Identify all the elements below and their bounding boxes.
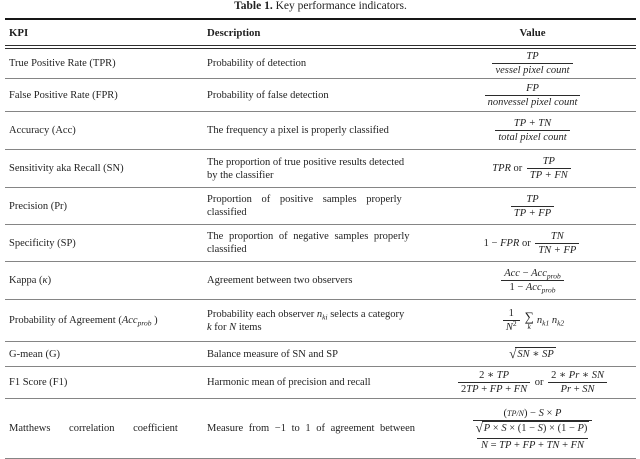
math-var: Pr [560, 384, 572, 395]
math-text: classified [207, 244, 247, 255]
math-text: Probability of false detection [207, 89, 329, 101]
math-text: The proportion of negative samples properly [207, 231, 410, 242]
math-text: × [490, 422, 502, 434]
math-text: Accuracy (Acc) [9, 125, 76, 136]
math-text: 1 [508, 308, 514, 319]
math-var: SN [591, 370, 604, 381]
text-line [207, 57, 429, 70]
math-text: 1 − [483, 237, 501, 249]
table-row [5, 399, 636, 459]
description-cell [207, 89, 429, 102]
numerator [548, 369, 607, 382]
table-caption-text: Key performance indicators. [272, 0, 407, 12]
math-text: + [571, 384, 583, 395]
numerator [503, 307, 520, 320]
radical-sign: √ [509, 346, 517, 361]
denominator [535, 243, 579, 257]
text-line [207, 169, 429, 182]
math-superscript: 2 [512, 319, 517, 328]
math-inline-fraction: TP/N [507, 408, 524, 418]
text-line [207, 193, 429, 206]
fraction [527, 155, 571, 182]
math-text: Matthews correlation coefficient [9, 423, 178, 434]
math-text: + [535, 439, 547, 451]
math-var: TP + FN [529, 170, 568, 181]
math-var: TN [546, 439, 560, 451]
denominator [503, 320, 520, 334]
fraction [503, 307, 520, 334]
denominator [458, 382, 530, 396]
text-line [9, 57, 207, 70]
math-var: N [480, 439, 488, 451]
text-line [509, 193, 556, 220]
kpi-cell [5, 376, 207, 389]
math-var: nonvessel pixel count [487, 96, 578, 108]
summation [525, 310, 534, 331]
math-text: Probability each observer [207, 308, 317, 320]
math-subscript: k1 [542, 318, 550, 328]
math-var: n [536, 314, 543, 326]
math-var: TN + FP [538, 244, 577, 256]
math-text: = [487, 439, 500, 451]
kpi-cell [5, 57, 207, 70]
text-line [9, 89, 207, 102]
math-var: Acc [504, 268, 520, 279]
math-text: selects a category [327, 308, 405, 320]
math-var: S [538, 407, 544, 419]
math-text: Specificity (SP) [9, 237, 76, 249]
math-text: Probability of detection [207, 58, 307, 69]
text-line [484, 230, 582, 257]
fraction [473, 407, 593, 435]
math-var: Acc [531, 268, 547, 279]
text-line [499, 267, 566, 294]
kpi-cell [5, 89, 207, 102]
fraction [485, 82, 581, 109]
math-var: P [577, 422, 584, 434]
denominator [511, 206, 554, 220]
math-text: 2 ∗ [479, 370, 497, 381]
kpi-cell [5, 237, 207, 250]
math-text: G-mean (G) [9, 348, 61, 360]
math-text: classified [207, 207, 247, 218]
description-cell [207, 230, 429, 256]
kpi-cell [5, 422, 207, 435]
math-var: N [505, 322, 513, 333]
numerator [458, 369, 530, 382]
text-line [207, 243, 429, 256]
math-var: FP [522, 439, 536, 451]
math-subscript: ki [322, 312, 328, 321]
math-text: ∗ [579, 370, 592, 381]
denominator [495, 130, 569, 144]
math-text: ) [47, 275, 52, 286]
square-root [509, 347, 555, 361]
fraction [501, 267, 564, 294]
value-cell [429, 82, 636, 109]
text-line [9, 422, 207, 435]
math-subscript: prob [137, 318, 152, 328]
math-var: N [229, 321, 237, 333]
math-text: by the classifier [207, 169, 274, 181]
description-cell [207, 274, 429, 287]
math-text: or [510, 162, 525, 174]
table-caption [5, 0, 636, 16]
text-line [509, 347, 555, 361]
numerator [501, 267, 564, 280]
math-text: Kappa ( [9, 275, 43, 286]
text-line [9, 124, 207, 137]
table-row [5, 112, 636, 150]
denominator [501, 280, 564, 294]
text-line [456, 369, 609, 396]
numerator [511, 193, 554, 206]
math-text: + [502, 384, 514, 395]
value-cell [429, 230, 636, 257]
numerator [535, 230, 579, 243]
text-line [9, 162, 207, 175]
text-line [9, 376, 207, 389]
math-text: ( [503, 407, 508, 419]
value-cell [429, 193, 636, 220]
table-caption-line [5, 0, 636, 14]
math-var: Acc [525, 282, 542, 293]
math-text: Probability of Agreement ( [9, 315, 122, 326]
table-row [5, 150, 636, 188]
table-row [5, 49, 636, 79]
table-row [5, 188, 636, 225]
math-text: The frequency a pixel is properly classified [207, 125, 389, 136]
math-var: TP [526, 193, 539, 205]
radicand [482, 421, 590, 435]
numerator [492, 50, 572, 63]
denominator [485, 95, 581, 109]
text-line [477, 438, 588, 451]
math-var: FPR [500, 237, 520, 249]
table-header-row [5, 20, 636, 45]
kpi-cell [5, 162, 207, 175]
math-var: FP [489, 384, 503, 395]
math-var: total pixel count [498, 132, 567, 143]
text-line [483, 82, 583, 109]
math-text: or [532, 376, 547, 388]
value-cell [429, 307, 636, 334]
column-header-value: Value [519, 26, 546, 39]
text-line [471, 407, 595, 435]
kpi-cell [5, 274, 207, 287]
math-text: The proportion of true positive results detected [207, 156, 405, 168]
math-var: TP + TN [513, 118, 552, 129]
math-text: 2 ∗ [551, 370, 569, 381]
text-line [207, 156, 429, 169]
math-text: F1 Score (F1) [9, 377, 68, 388]
math-var: SN [582, 384, 595, 395]
text-line [207, 348, 429, 361]
text-line [207, 376, 429, 389]
text-line [9, 237, 207, 250]
fraction [495, 117, 569, 144]
math-text: − [519, 268, 532, 279]
fraction [492, 50, 572, 77]
math-var: n [551, 314, 558, 326]
math-var: S [537, 422, 543, 434]
table-body [5, 49, 636, 459]
description-cell [207, 57, 429, 70]
text-line [207, 230, 429, 243]
math-text: True Positive Rate (TPR) [9, 58, 116, 69]
column-header-description: Description [207, 26, 261, 39]
text-line [207, 308, 429, 321]
math-var: TP [542, 156, 555, 167]
description-cell [207, 124, 429, 137]
table-row [5, 225, 636, 262]
value-cell [429, 369, 636, 396]
value-cell [429, 50, 636, 77]
description-cell [207, 193, 429, 219]
table-row [5, 300, 636, 342]
math-var: FP [526, 82, 539, 94]
text-line [9, 200, 207, 213]
numerator [527, 155, 571, 168]
math-text: 2 [461, 384, 467, 395]
math-var: TP [496, 370, 510, 381]
math-text: × [543, 407, 556, 419]
math-text: × (1 − [506, 422, 538, 434]
math-text: Proportion of positive samples properly [207, 194, 402, 205]
math-text: False Positive Rate (FPR) [9, 89, 118, 101]
math-text: ) × (1 − [542, 422, 578, 434]
math-text: + [511, 439, 523, 451]
math-text: + [478, 384, 490, 395]
math-var: TP + FP [513, 207, 552, 219]
fraction [511, 193, 554, 220]
text-line [9, 274, 207, 287]
table-row [5, 262, 636, 300]
description-cell [207, 422, 429, 435]
text-line [207, 422, 429, 435]
math-text: 1 − [509, 282, 526, 293]
math-var: S [501, 422, 507, 434]
kpi-cell [5, 124, 207, 137]
text-line [9, 314, 207, 327]
description-cell [207, 156, 429, 182]
math-var: vessel pixel count [495, 65, 570, 76]
math-var: TP [466, 384, 479, 395]
value-cell [429, 155, 636, 182]
math-subscript: prob [546, 271, 561, 281]
table-row [5, 342, 636, 367]
math-subscript: k2 [557, 318, 565, 328]
math-var: P [555, 407, 562, 419]
column-header-kpi: KPI [9, 26, 29, 39]
radical-sign: √ [475, 419, 483, 435]
math-text: or [519, 237, 534, 249]
math-var: k [207, 321, 212, 333]
math-var: TP [499, 439, 512, 451]
math-subscript: prob [541, 285, 556, 295]
math-var: n [316, 308, 323, 320]
kpi-cell [5, 200, 207, 213]
math-text: ∗ [529, 349, 543, 360]
text-line [207, 274, 429, 287]
kpi-cell [5, 314, 207, 327]
text-line [207, 124, 429, 137]
table-caption-label: Table 1. [234, 0, 273, 12]
kpi-cell [5, 348, 207, 361]
numerator [485, 82, 581, 95]
denominator [473, 420, 593, 435]
description-cell [207, 348, 429, 361]
math-text: ) − [523, 407, 539, 419]
square-root [476, 421, 590, 435]
math-text: for [211, 321, 230, 333]
math-var: SN [517, 349, 530, 360]
value-cell [429, 347, 636, 361]
math-text: + [559, 439, 571, 451]
math-var: TPR [492, 162, 511, 174]
description-cell [207, 376, 429, 389]
math-text: ) [583, 422, 588, 434]
text-line [501, 307, 564, 334]
description-cell [207, 308, 429, 334]
text-line [490, 50, 574, 77]
value-cell [429, 267, 636, 294]
math-text: Agreement between two observers [207, 275, 353, 286]
math-var: κ [42, 275, 48, 286]
math-var: TN [550, 230, 564, 242]
math-var: TP [526, 51, 539, 62]
math-text: items [236, 321, 262, 333]
math-text: Sensitivity aka Recall (SN) [9, 163, 124, 174]
math-text: Measure from −1 to 1 of agreement between [207, 423, 415, 434]
radicand [515, 347, 555, 361]
text-line [207, 89, 429, 102]
denominator [527, 168, 571, 182]
fraction [535, 230, 579, 257]
summation-index: k [527, 322, 531, 331]
text-line [493, 117, 571, 144]
fraction [548, 369, 607, 396]
math-text: Precision (Pr) [9, 200, 68, 212]
math-var: FN [570, 439, 585, 451]
math-text: ) [151, 315, 158, 326]
text-line [207, 206, 429, 219]
math-var: Pr [568, 370, 580, 381]
numerator [495, 117, 569, 130]
value-cell [429, 117, 636, 144]
text-line [207, 321, 429, 334]
table-row [5, 367, 636, 399]
denominator [492, 63, 572, 77]
text-line [9, 348, 207, 361]
math-var: FN [513, 384, 528, 395]
math-text: Balance measure of SN and SP [207, 348, 338, 360]
math-var: SP [542, 349, 554, 360]
math-var: Acc [121, 315, 138, 326]
numerator [473, 407, 593, 420]
sigma-symbol: ∑ [524, 309, 534, 324]
math-text: Harmonic mean of precision and recall [207, 377, 371, 388]
text-line [492, 155, 573, 182]
denominator [548, 382, 607, 396]
table-row [5, 79, 636, 112]
math-var: P [483, 422, 491, 434]
fraction [458, 369, 530, 396]
